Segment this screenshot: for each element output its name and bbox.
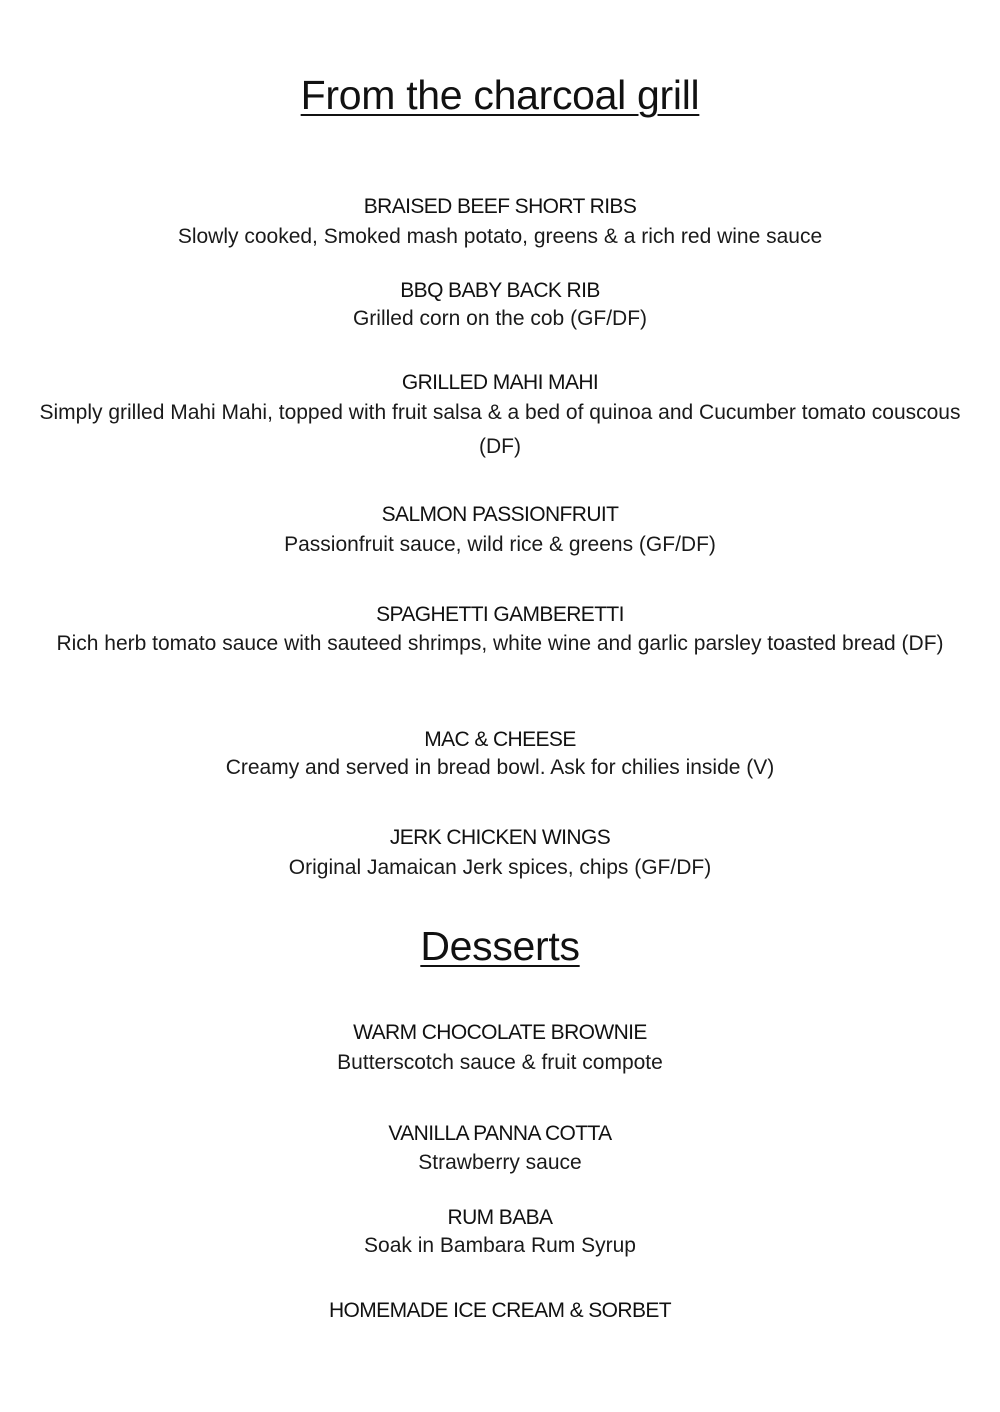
menu-item-description: Butterscotch sauce & fruit compote [337,1051,663,1074]
menu-item [20,825,980,885]
menu-item [20,727,980,783]
menu-item-description: Original Jamaican Jerk spices, chips (GF/DF) [288,856,712,879]
menu-item [20,278,980,334]
menu-item-description: Creamy and served in bread bowl. Ask for chilies inside (V) [225,756,775,779]
menu-item-description: Passionfruit sauce, wild rice & greens (GF/DF) [284,533,716,556]
menu-item-name: SALMON PASSIONFRUIT [381,503,619,526]
menu-item-description: Soak in Bambara Rum Syrup [364,1234,636,1257]
menu-item-name: HOMEMADE ICE CREAM & SORBET [328,1299,671,1322]
menu-item [20,194,980,254]
menu-item [20,1020,980,1080]
menu-item-name: WARM CHOCOLATE BROWNIE [353,1021,647,1044]
desserts-section-title: Desserts [420,923,580,969]
menu-item [20,1121,980,1179]
menu-item-name: BRAISED BEEF SHORT RIBS [363,195,637,218]
menu-item [20,1298,980,1324]
menu-item-description: Simply grilled Mahi Mahi, topped with fruit salsa & a bed of quinoa and Cucumber tomato couscous (DF) [39,401,961,458]
menu-item-name: SPAGHETTI GAMBERETTI [376,603,624,626]
menu-item-description: Slowly cooked, Smoked mash potato, greens & a rich red wine sauce [177,225,823,248]
menu-item [20,502,980,562]
menu-item-name: GRILLED MAHI MAHI [401,371,599,394]
menu-item-name: JERK CHICKEN WINGS [389,826,611,849]
menu-item-name: RUM BABA [447,1206,553,1229]
menu-item-name: MAC & CHEESE [424,728,576,751]
menu-item [20,1205,980,1261]
menu-item-description: Rich herb tomato sauce with sauteed shrimps, white wine and garlic parsley toasted bread (DF) [56,632,944,655]
grill-section-title: From the charcoal grill [300,72,700,118]
menu-item [20,370,980,464]
menu-item [20,602,980,659]
menu-item-name: VANILLA PANNA COTTA [388,1122,612,1145]
menu-item-name: BBQ BABY BACK RIB [400,279,600,302]
menu-item-description: Strawberry sauce [418,1151,582,1174]
menu-item-description: Grilled corn on the cob (GF/DF) [352,307,648,330]
